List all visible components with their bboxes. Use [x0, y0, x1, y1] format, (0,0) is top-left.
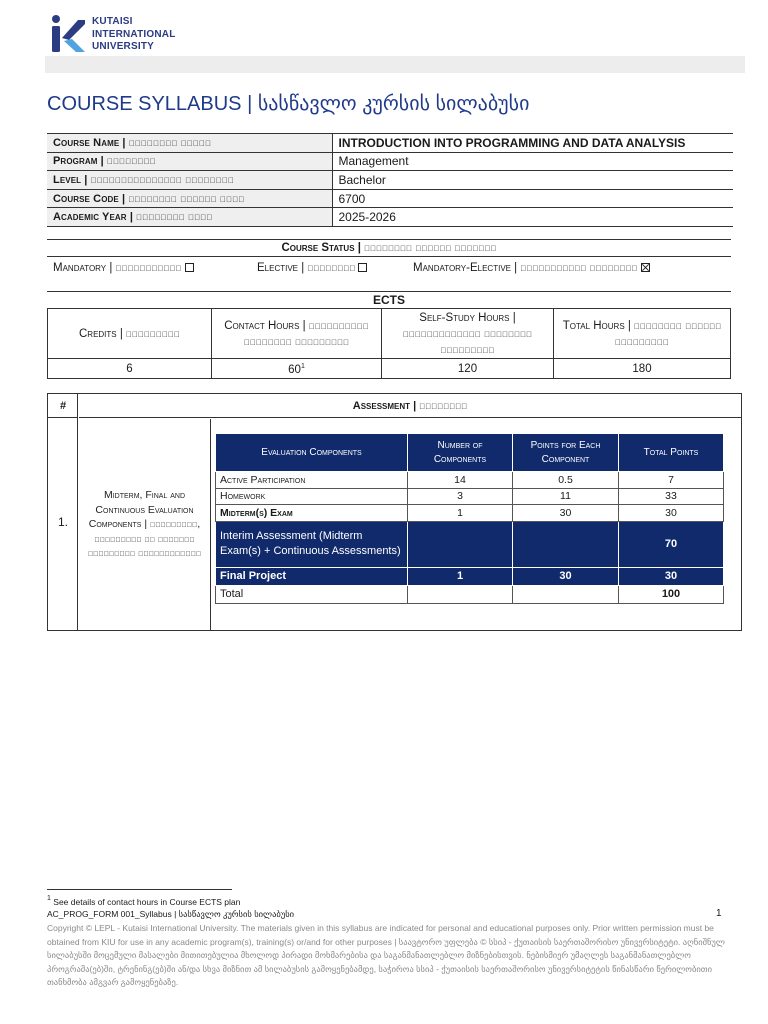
eval-points — [513, 585, 619, 603]
page-number: 1 — [716, 908, 722, 919]
info-value: INTRODUCTION INTO PROGRAMMING AND DATA ANALYSIS — [332, 134, 733, 153]
eval-number — [408, 521, 513, 567]
course-status-heading: Course Status | სასწავლო კურსის სტატუსი — [47, 239, 731, 257]
info-value: 6700 — [332, 189, 733, 208]
evaluation-components-table — [215, 433, 724, 604]
row-number-column — [48, 394, 78, 630]
eval-total: 33 — [619, 488, 724, 505]
checkbox-checked-icon[interactable] — [641, 263, 650, 272]
course-status-options — [47, 258, 731, 278]
eval-header: Number of Components — [408, 434, 513, 472]
page-title: COURSE SYLLABUS | სასწავლო კურსის სილაბუსი — [47, 93, 530, 115]
assessment-heading: Assessment | შეფასება — [79, 394, 741, 418]
eval-points: 30 — [513, 505, 619, 522]
table-row — [47, 208, 733, 227]
checkbox-unchecked-icon[interactable] — [185, 263, 194, 272]
self-study-hours-value: 120 — [382, 359, 554, 379]
logo-line: UNIVERSITY — [92, 41, 155, 52]
status-option-elective — [257, 258, 367, 278]
table-row — [216, 521, 724, 567]
eval-points: 11 — [513, 488, 619, 505]
hash-header: # — [48, 394, 78, 418]
copyright-notice: Copyright © LEPL - Kutaisi International University. The materials given in this syllabus are indicated for personal and educational purposes only. Prior written permission must be obtained from KIU for use in any academic program(s), training(s) or/and for other purposes | საავტორო უფლება © სსიპ - ქუთაისის საერთაშორისო უნივერსიტეტი. აღნიშნულ სილაბუსში მოცემული მასალები მითითებულია მხოლოდ პირადი მოხმარებისა და საგანმანათლებლო მიზნებისთვის. ნებისმიერ უმაღლეს საგანმანათლებლო პროგრამა(ებ)ში, ტრენინგ(ებ)ში ან/და სხვა მიზნით ამ სილაბუსის გამოყენებამდე, საჭიროა სსიპ - ქუთაისის საერთაშორისო უნივერსიტეტის წინასწარი წერილობითი თანხმობა ამგვარ გამოყენებაზე. — [47, 923, 725, 988]
status-option-label: Mandatory-Elective | სავალდებულო არჩევითი — [413, 262, 638, 274]
ects-header: Total Hours | საათების ჯამური რაოდენობა — [554, 309, 731, 359]
eval-total: 30 — [619, 505, 724, 522]
eval-points: 0.5 — [513, 472, 619, 489]
eval-component: Final Project — [216, 567, 408, 585]
total-hours-value: 180 — [554, 359, 731, 379]
table-row — [216, 472, 724, 489]
info-label: Academic Year | სასწავლო წელი — [47, 208, 332, 227]
table-row — [47, 134, 733, 153]
checkbox-unchecked-icon[interactable] — [358, 263, 367, 272]
table-row — [216, 567, 724, 585]
ects-title: ECTS — [47, 291, 731, 309]
form-code: AC_PROG_FORM 001_Syllabus | სასწავლო კურსის სილაბუსი — [47, 909, 295, 919]
eval-component: Homework — [216, 488, 408, 505]
logo-line: KUTAISI — [92, 16, 133, 27]
eval-total: 100 — [619, 585, 724, 603]
ects-header: Credits | კრედიტები — [48, 309, 212, 359]
footnote-mark: 1 — [47, 895, 51, 902]
info-value: Bachelor — [332, 171, 733, 190]
ects-table — [47, 308, 731, 379]
info-label: Course Code | სასწავლო კურსის კოდი — [47, 189, 332, 208]
eval-total: 7 — [619, 472, 724, 489]
eval-header: Evaluation Components — [216, 434, 408, 472]
info-value: Management — [332, 152, 733, 171]
component-name: Midterm, Final and Continuous Evaluation Components | შუალედური, დასკვნითი და უწყვეტი შეფასების კომპონენტები — [79, 419, 211, 630]
kiu-logo-icon — [50, 14, 86, 54]
table-row — [216, 585, 724, 603]
table-row — [216, 505, 724, 522]
table-row — [47, 189, 733, 208]
course-info-table — [47, 133, 733, 227]
header-band — [45, 56, 745, 73]
table-header-row — [48, 309, 731, 359]
status-option-label: Mandatory | სავალდებულო — [53, 262, 182, 274]
ects-header: Self-Study Hours | დამოუკიდებელი საათების რაოდენობა — [382, 309, 554, 359]
credits-value: 6 — [48, 359, 212, 379]
ects-header: Contact Hours | საკონტაქტო საათების რაოდენობა — [212, 309, 382, 359]
contact-hours-value: 60 — [288, 364, 301, 376]
info-label: Course Name | სასწავლო კურსი — [47, 134, 332, 153]
eval-header: Points for Each Component — [513, 434, 619, 472]
info-label: Program | პროგრამა — [47, 152, 332, 171]
eval-number: 1 — [408, 505, 513, 522]
university-logo — [50, 14, 190, 56]
info-value: 2025-2026 — [332, 208, 733, 227]
eval-number: 14 — [408, 472, 513, 489]
footnote — [47, 895, 240, 907]
eval-number: 1 — [408, 567, 513, 585]
logo-text — [92, 16, 176, 54]
table-row — [47, 171, 733, 190]
eval-total: 70 — [619, 521, 724, 567]
table-header-row — [216, 434, 724, 472]
eval-header: Total Points — [619, 434, 724, 472]
info-label: Level | საგანმანათლებლო საფეხური — [47, 171, 332, 190]
eval-points — [513, 521, 619, 567]
status-option-label: Elective | არჩევითი — [257, 262, 356, 274]
eval-total: 30 — [619, 567, 724, 585]
eval-component: Active Participation — [216, 472, 408, 489]
row-number: 1. — [57, 515, 68, 529]
eval-points: 30 — [513, 567, 619, 585]
eval-number: 3 — [408, 488, 513, 505]
footnote-divider — [47, 889, 232, 890]
contact-hours-cell — [212, 359, 382, 379]
table-row — [216, 488, 724, 505]
status-option-mandatory — [53, 258, 194, 278]
table-row — [47, 152, 733, 171]
eval-component: Interim Assessment (Midterm Exam(s) + Continuous Assessments) — [216, 521, 408, 567]
logo-line: INTERNATIONAL — [92, 28, 176, 40]
status-option-mandatory-elective — [413, 258, 650, 278]
eval-number — [408, 585, 513, 603]
eval-component: Midterm(s) Exam — [216, 505, 408, 522]
footnote-ref: 1 — [300, 363, 305, 370]
footnote-text: See details of contact hours in Course ECTS plan — [53, 897, 241, 907]
table-row — [48, 359, 731, 379]
eval-component: Total — [216, 585, 408, 603]
